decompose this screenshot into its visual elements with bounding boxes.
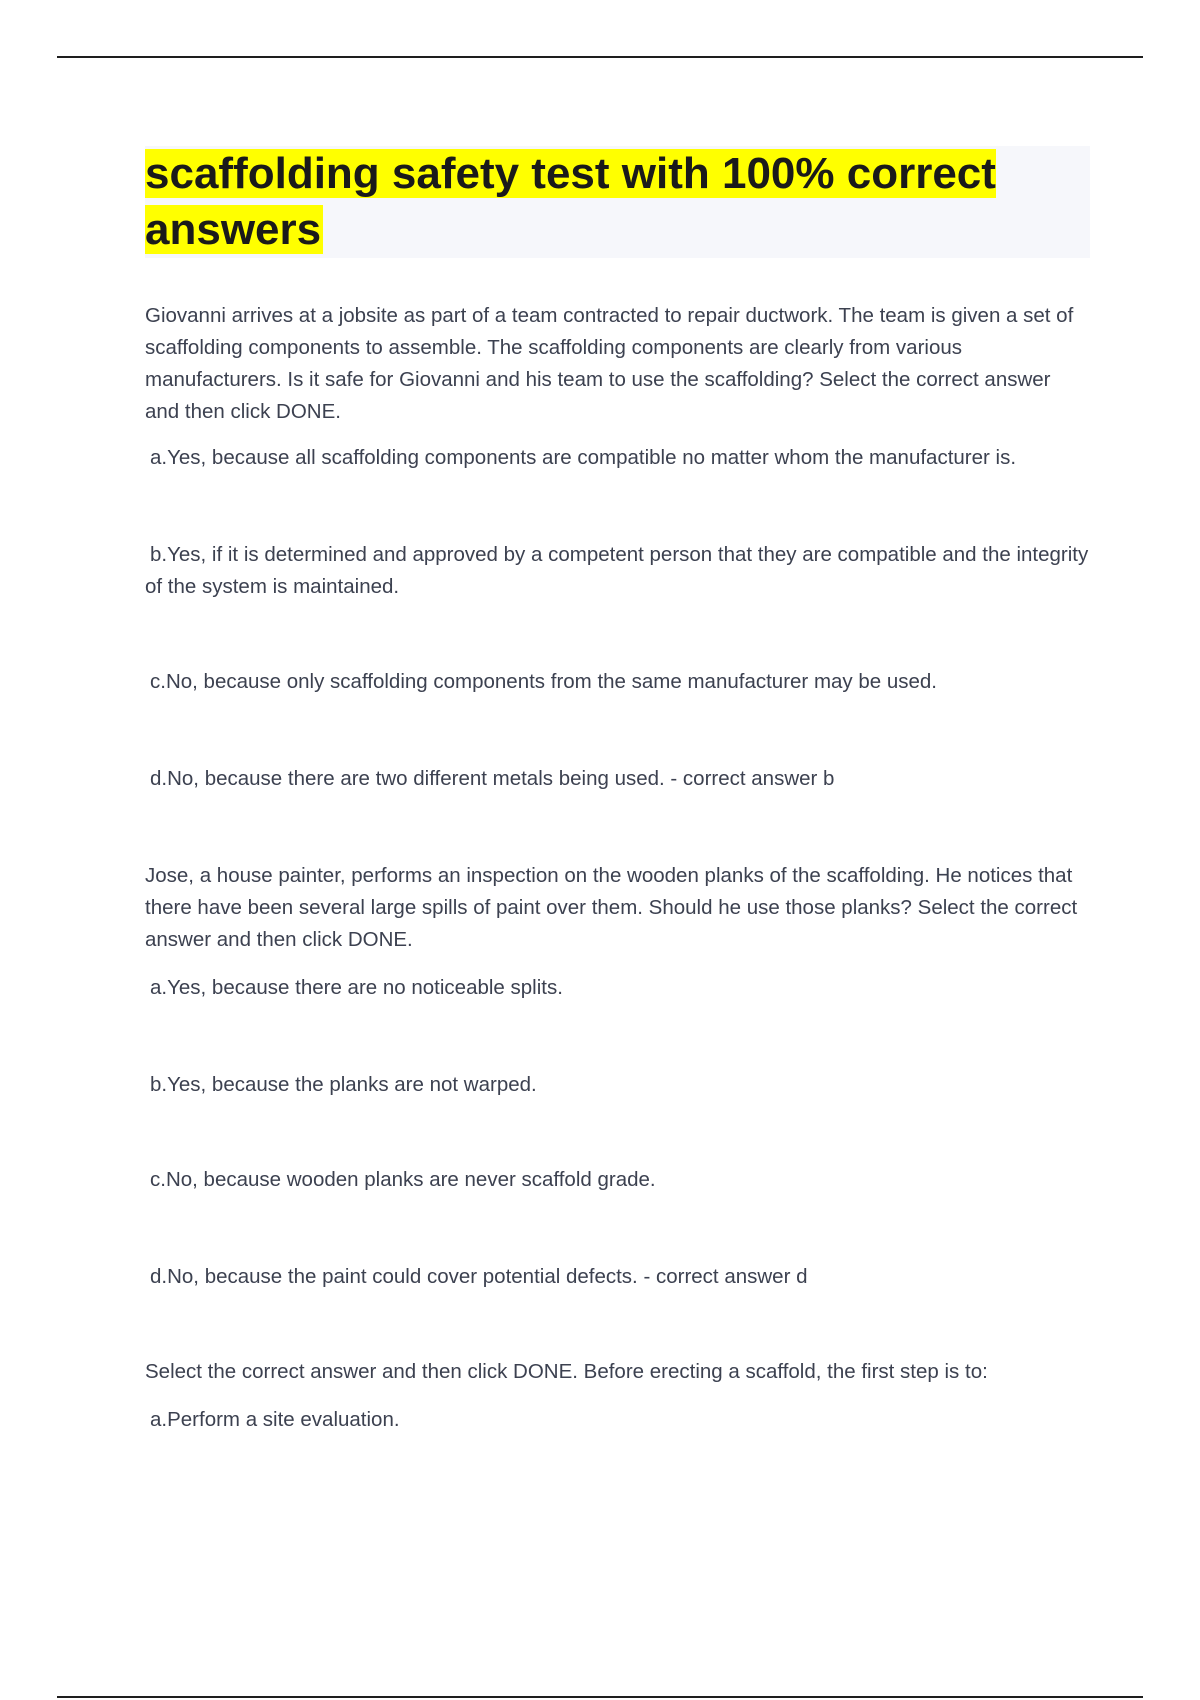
question-2-option-d: d.No, because the paint could cover potential defects. - correct answer d (150, 1265, 808, 1288)
question-1-option-b: b.Yes, if it is determined and approved by a competent person that they are compatible and the integrity of the system is maintained. (145, 543, 1089, 598)
question-2-option-b: b.Yes, because the planks are not warped. (150, 1073, 537, 1096)
top-rule (57, 56, 1143, 58)
question-2-option-a: a.Yes, because there are no noticeable splits. (150, 976, 563, 999)
question-2 (145, 860, 1090, 1293)
question-1-option-c: c.No, because only scaffolding components from the same manufacturer may be used. (150, 670, 938, 693)
question-1-option-d: d.No, because there are two different metals being used. - correct answer b (150, 767, 835, 790)
question-2-option-c: c.No, because wooden planks are never scaffold grade. (150, 1168, 656, 1191)
title-highlight: scaffolding safety test with 100% correct answers (145, 149, 996, 254)
question-3 (145, 1356, 1090, 1436)
question-1-option-a: a.Yes, because all scaffolding components are compatible no matter whom the manufacturer is. (150, 446, 1017, 469)
document-body (145, 146, 1090, 1436)
question-3-option-a: a.Perform a site evaluation. (150, 1408, 400, 1431)
question-2-text: Jose, a house painter, performs an inspection on the wooden planks of the scaffolding. He notices that there have been several large spills of paint over them. Should he use those planks? Select the correct answer and then click DONE. (145, 864, 1078, 951)
bottom-rule (57, 1696, 1143, 1698)
question-1 (145, 300, 1090, 795)
document-title (145, 146, 1090, 258)
question-3-text: Select the correct answer and then click DONE. Before erecting a scaffold, the first step is to: (145, 1360, 988, 1383)
question-1-text: Giovanni arrives at a jobsite as part of a team contracted to repair ductwork. The team is given a set of scaffolding components to assemble. The scaffolding components are clearly from various manufacturers. Is it safe for Giovanni and his team to use the scaffolding? Select the correct answer and then click DONE. (145, 304, 1074, 423)
title-block (145, 146, 1090, 258)
